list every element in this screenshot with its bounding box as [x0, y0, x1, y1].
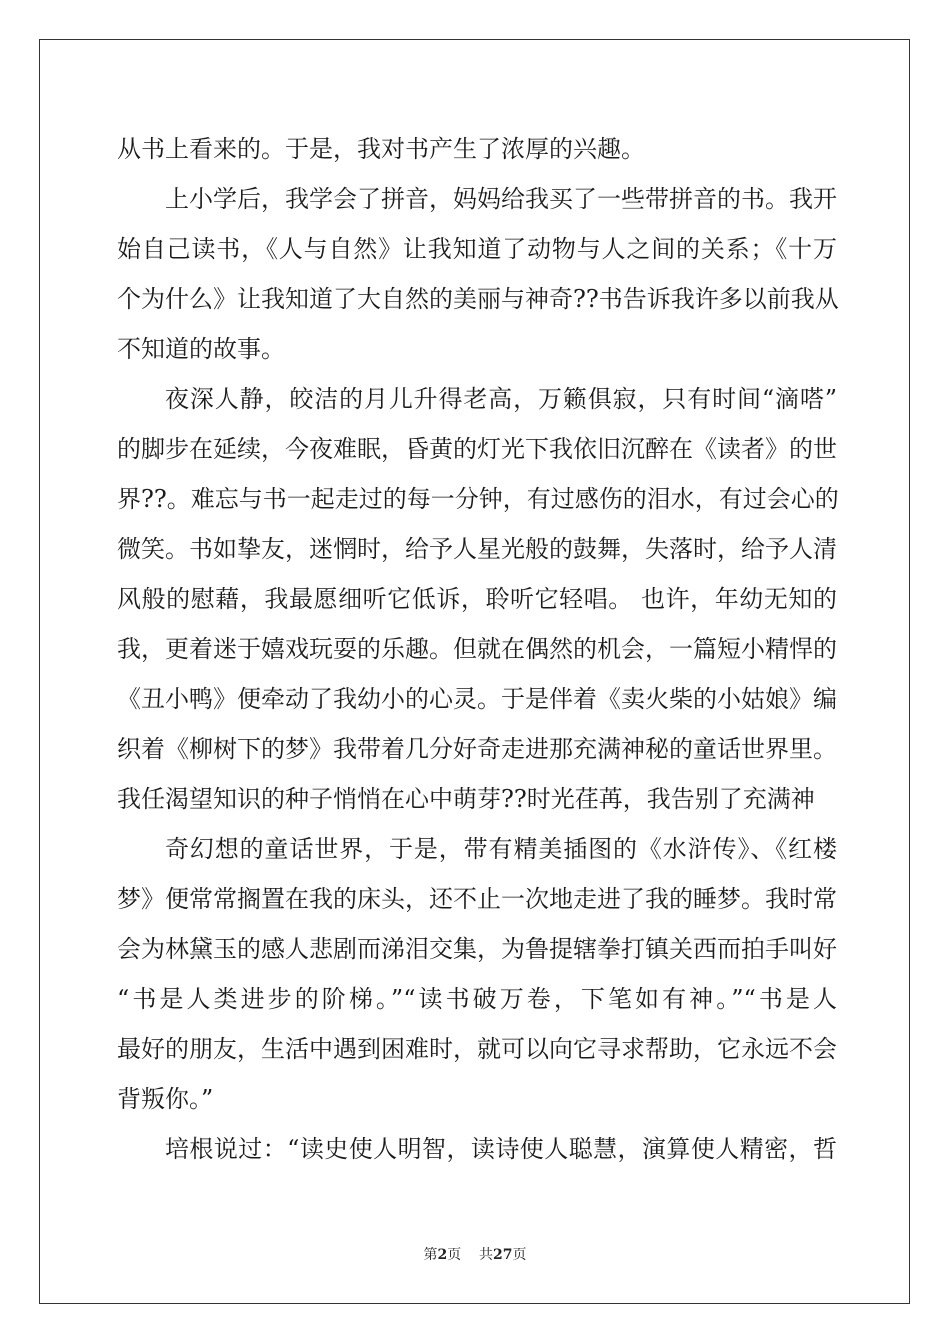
- text-line: 个为什么》让我知道了大自然的美丽与神奇??书告诉我许多以前我从: [117, 285, 839, 313]
- text-line: 的脚步在延续，今夜难眠，昏黄的灯光下我依旧沉醉在《读者》的世: [117, 435, 837, 463]
- text-line: 微笑。书如挚友，迷惘时，给予人星光般的鼓舞，失落时，给予人清: [117, 535, 837, 563]
- total-pages-prefix: 共: [479, 1247, 494, 1263]
- text-line: 始自己读书，《人与自然》让我知道了动物与人之间的关系；《十万: [117, 235, 837, 263]
- text-line: 风般的慰藉，我最愿细听它低诉，聆听它轻唱。 也许，年幼无知的: [117, 585, 837, 613]
- text-line: 我，更着迷于嬉戏玩耍的乐趣。但就在偶然的机会，一篇短小精悍的: [117, 635, 837, 663]
- text-line: 会为林黛玉的感人悲剧而涕泪交集，为鲁提辖拳打镇关西而拍手叫好: [117, 935, 837, 963]
- text-line: 《丑小鸭》便牵动了我幼小的心灵。于是伴着《卖火柴的小姑娘》编: [117, 685, 837, 713]
- text-line: “书是人类进步的阶梯。”“读书破万卷，下笔如有神。”“书是人: [117, 985, 837, 1013]
- text-line: 奇幻想的童话世界，于是，带有精美插图的《水浒传》、《红楼: [165, 835, 837, 863]
- text-line: 不知道的故事。: [117, 335, 285, 363]
- text-line: 从书上看来的。于是，我对书产生了浓厚的兴趣。: [117, 135, 645, 163]
- text-line: 织着《柳树下的梦》我带着几分好奇走进那充满神秘的童话世界里。: [117, 735, 837, 763]
- text-line: 培根说过：“读史使人明智，读诗使人聪慧，演算使人精密，哲: [165, 1135, 837, 1163]
- text-line: 上小学后，我学会了拼音，妈妈给我买了一些带拼音的书。我开: [165, 185, 837, 213]
- page-number-suffix: 页: [447, 1247, 462, 1263]
- text-line: 梦》便常常搁置在我的床头，还不止一次地走进了我的睡梦。我时常: [117, 885, 837, 913]
- text-line: 夜深人静，皎洁的月儿升得老高，万籁俱寂，只有时间“滴嗒”: [165, 385, 837, 413]
- text-line: 界??。难忘与书一起走过的每一分钟，有过感伤的泪水，有过会心的: [117, 485, 839, 513]
- text-line: 我任渴望知识的种子悄悄在心中萌芽??时光荏苒，我告别了充满神: [117, 785, 815, 813]
- text-line: 最好的朋友，生活中遇到困难时，就可以向它寻求帮助，它永远不会: [117, 1035, 837, 1063]
- total-pages: 27: [493, 1247, 513, 1263]
- text-line: 背叛你。”: [117, 1085, 214, 1113]
- total-pages-suffix: 页: [512, 1247, 527, 1263]
- page-footer: [0, 1245, 950, 1265]
- page-number-prefix: 第: [423, 1247, 438, 1263]
- page-number: 2: [437, 1247, 448, 1263]
